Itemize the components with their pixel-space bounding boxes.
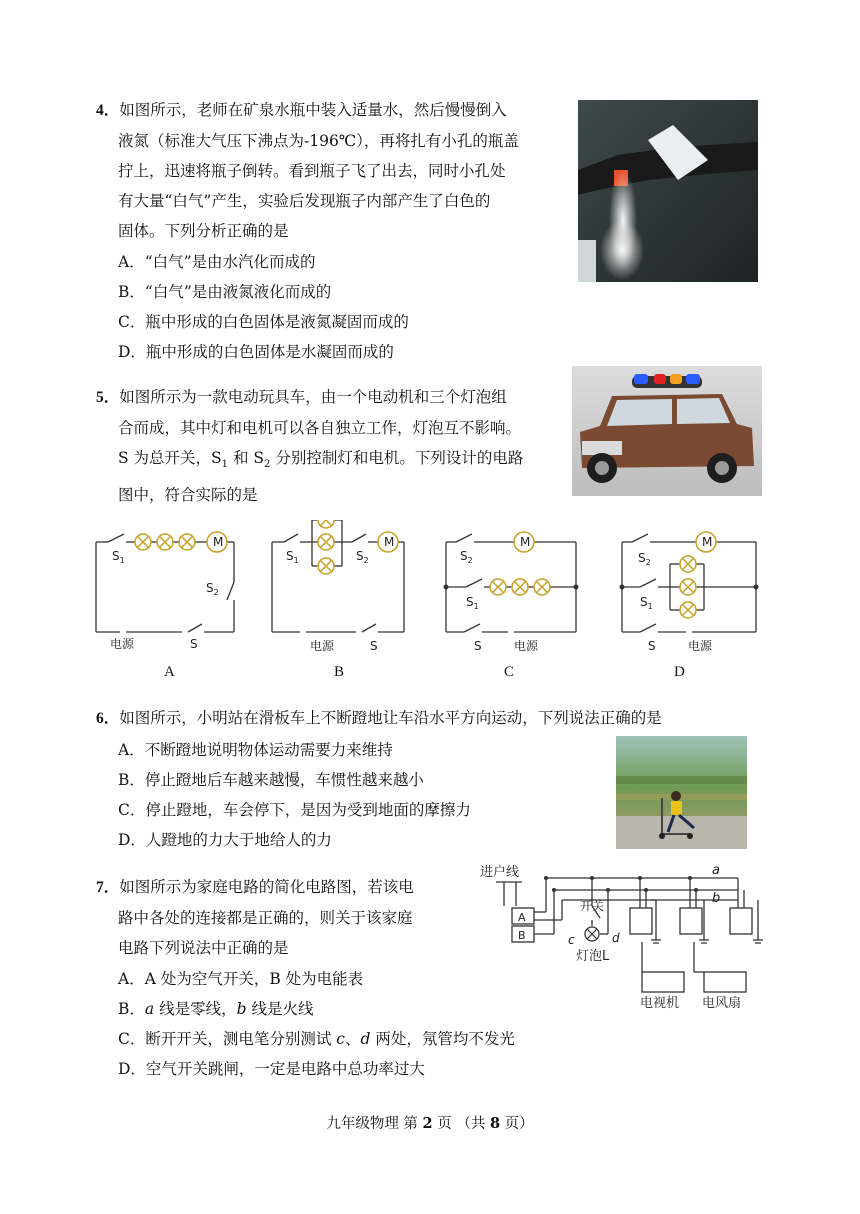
stem-line: 如图所示，老师在矿泉水瓶中装入适量水，然后慢慢倒入 bbox=[119, 101, 507, 119]
switch-label: 开关 bbox=[580, 899, 605, 913]
circuit-label-c[interactable]: C bbox=[504, 664, 515, 680]
switch-label: S bbox=[370, 639, 378, 653]
wire-a-label: a bbox=[712, 863, 720, 878]
question-4-stem bbox=[96, 95, 519, 246]
q6-option-c[interactable]: C．停止蹬地，车会停下，是因为受到地面的摩擦力 bbox=[118, 801, 471, 819]
question-7-stem bbox=[96, 872, 414, 963]
question-number: 5． bbox=[96, 389, 120, 406]
switch-label: $S_2$ bbox=[638, 551, 651, 567]
switch-label: $S_1$ bbox=[640, 595, 653, 611]
stem-line: S 为总开关，$S_1$ 和 $S_2$ 分别控制灯和电机。下列设计的电路 bbox=[118, 449, 524, 471]
switch-label: S bbox=[474, 639, 482, 653]
stem-line: 液氮（标准大气压下沸点为-196℃），再将扎有小孔的瓶盖 bbox=[118, 132, 519, 150]
total-pages: 8 bbox=[489, 1115, 501, 1132]
question-6-stem bbox=[96, 703, 662, 734]
stem-line: 图中，符合实际的是 bbox=[118, 486, 258, 505]
box-a-label: A bbox=[518, 911, 526, 924]
q4-option-a[interactable]: A．“白气”是由水汽化而成的 bbox=[118, 253, 316, 271]
question-number: 7． bbox=[96, 879, 120, 896]
box-b-label: B bbox=[518, 929, 526, 942]
question-number: 6． bbox=[96, 710, 120, 727]
q4-option-b[interactable]: B．“白气”是由液氮液化而成的 bbox=[118, 283, 332, 301]
switch-label: S bbox=[648, 639, 656, 653]
stem-line: 如图所示为家庭电路的简化电路图，若该电 bbox=[119, 878, 414, 896]
circuit-label-d[interactable]: D bbox=[674, 664, 685, 680]
motor-label: M bbox=[702, 535, 713, 549]
liquid-nitrogen-bottle-photo bbox=[578, 100, 758, 282]
q7-option-c[interactable]: C．断开开关，测电笔分别测试 c、d 两处，氖管均不发光 bbox=[118, 1030, 515, 1048]
circuit-label-a[interactable]: A bbox=[164, 664, 175, 680]
switch-label: $S_1$ bbox=[286, 549, 299, 565]
source-label: 电源 bbox=[310, 639, 335, 653]
switch-label: S bbox=[190, 637, 198, 651]
stem-line: 如图所示，小明站在滑板车上不断蹬地让车沿水平方向运动，下列说法正确的是 bbox=[119, 709, 662, 727]
point-c-label: c bbox=[568, 933, 575, 947]
q4-option-d[interactable]: D．瓶中形成的白色固体是水凝固而成的 bbox=[118, 343, 394, 361]
tv-label: 电视机 bbox=[640, 996, 680, 1011]
question-5-stem bbox=[96, 382, 523, 510]
motor-label: M bbox=[213, 535, 224, 549]
q6-option-b[interactable]: B．停止蹬地后车越来越慢，车惯性越来越小 bbox=[118, 771, 424, 789]
page-number: 2 bbox=[422, 1115, 433, 1132]
question-number: 4． bbox=[96, 102, 120, 119]
q7-option-b[interactable]: B．a 线是零线，b 线是火线 bbox=[118, 1000, 314, 1018]
switch-label: $S_2$ bbox=[356, 549, 369, 565]
switch-label: $S_1$ bbox=[466, 595, 479, 611]
point-d-label: d bbox=[612, 931, 620, 945]
wire-b-label: b bbox=[712, 891, 721, 906]
q7-option-d[interactable]: D．空气开关跳闸，一定是电路中总功率过大 bbox=[118, 1060, 425, 1078]
q4-option-c[interactable]: C．瓶中形成的白色固体是液氮凝固而成的 bbox=[118, 313, 409, 331]
stem-line: 有大量“白气”产生，实验后发现瓶子内部产生了白色的 bbox=[118, 192, 491, 210]
household-circuit-diagram bbox=[476, 862, 776, 1012]
switch-label: $S_2$ bbox=[460, 549, 473, 565]
q5-circuit-diagrams bbox=[0, 520, 860, 660]
stem-line: 固体。下列分析正确的是 bbox=[118, 222, 289, 240]
lamp-label: 灯泡L bbox=[576, 949, 610, 964]
fan-label: 电风扇 bbox=[702, 996, 742, 1011]
switch-label: $S_2$ bbox=[206, 581, 219, 597]
stem-line: 电路下列说法中正确的是 bbox=[118, 939, 289, 957]
toy-car-photo bbox=[572, 366, 762, 496]
entry-wire-label: 进户线 bbox=[480, 865, 520, 880]
source-label: 电源 bbox=[110, 637, 135, 651]
source-label: 电源 bbox=[514, 639, 539, 653]
motor-label: M bbox=[520, 535, 531, 549]
q7-option-a[interactable]: A．A 处为空气开关，B 处为电能表 bbox=[118, 970, 364, 988]
stem-line: 路中各处的连接都是正确的，则关于该家庭 bbox=[118, 909, 413, 927]
q6-option-d[interactable]: D．人蹬地的力大于地给人的力 bbox=[118, 831, 332, 849]
motor-label: M bbox=[384, 535, 395, 549]
scooter-photo bbox=[616, 736, 747, 849]
stem-line: 合而成，其中灯和电机可以各自独立工作，灯泡互不影响。 bbox=[118, 419, 522, 437]
page-footer: 九年级物理 第 2 页 （共 8 页） bbox=[326, 1115, 534, 1132]
stem-line: 如图所示为一款电动玩具车，由一个电动机和三个灯泡组 bbox=[119, 388, 507, 406]
stem-line: 拧上，迅速将瓶子倒转。看到瓶子飞了出去，同时小孔处 bbox=[118, 162, 506, 180]
source-label: 电源 bbox=[688, 639, 713, 653]
circuit-label-b[interactable]: B bbox=[334, 664, 345, 680]
switch-label: $S_1$ bbox=[112, 549, 125, 565]
q6-option-a[interactable]: A．不断蹬地说明物体运动需要力来维持 bbox=[118, 741, 393, 759]
